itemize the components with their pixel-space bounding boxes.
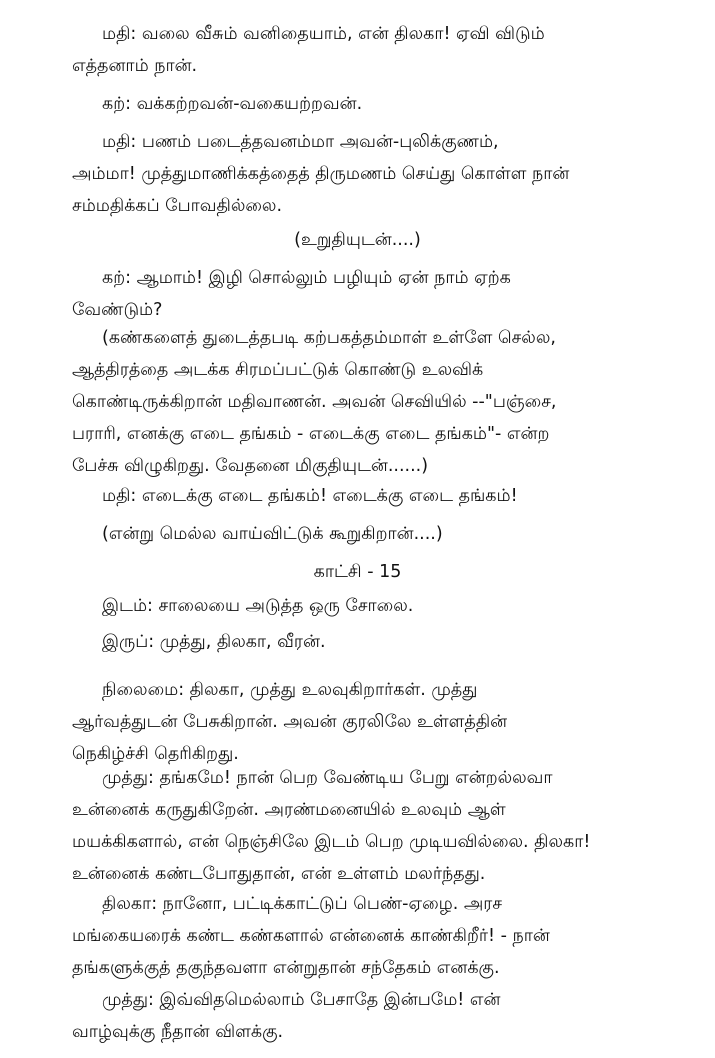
- text-line: மயக்கிகளால், என் நெஞ்சிலே இடம் பெற முடியவில்லை. திலகா!: [72, 832, 591, 852]
- text-line: மதி: எடைக்கு எடை தங்கம்! எடைக்கு எடை தங்கம்!: [102, 486, 518, 506]
- text-line: பேச்சு விழுகிறது. வேதனை மிகுதியுடன்......): [72, 456, 429, 476]
- text-line: ஆத்திரத்தை அடக்க சிரமப்பட்டுக் கொண்டு உலவிக்: [72, 360, 484, 380]
- text-line: பராரி, எனக்கு எடை தங்கம் - எடைக்கு எடை தங்கம்"- என்ற: [72, 424, 550, 444]
- text-line: வேண்டும்?: [72, 300, 163, 320]
- dialogue-mathi-2: [72, 126, 672, 222]
- scene-heading: [0, 556, 715, 588]
- dialogue-thilaka-1: [72, 888, 672, 984]
- text-line: இருப்: முத்து, திலகா, வீரன்.: [102, 632, 326, 652]
- text-line: ஆர்வத்துடன் பேசுகிறான். அவன் குரலிலே உள்ளத்தின்: [72, 712, 508, 732]
- text-line: தங்களுக்குத் தகுந்தவளா என்றுதான் சந்தேகம் எனக்கு.: [72, 958, 500, 978]
- text-line: மதி: வலை வீசும் வனிதையாம், என் திலகா! ஏவி விடும்: [102, 24, 545, 44]
- dialogue-karp-2: [72, 262, 672, 326]
- text-line: சம்மதிக்கப் போவதில்லை.: [72, 196, 283, 216]
- scene-cast: [72, 626, 672, 658]
- text-line: அம்மா! முத்துமாணிக்கத்தைத் திருமணம் செய்து கொள்ள நான்: [72, 164, 570, 184]
- scene-situation: [72, 674, 672, 770]
- text-line: இடம்: சாலையை அடுத்த ஒரு சோலை.: [102, 596, 414, 616]
- text-line: காட்சி - 15: [313, 562, 402, 582]
- text-line: திலகா: நானோ, பட்டிக்காட்டுப் பெண்-ஏழை. அரச: [102, 894, 503, 914]
- text-line: முத்து: இவ்விதமெல்லாம் பேசாதே இன்பமே! என்: [102, 990, 501, 1010]
- scene-place: [72, 590, 672, 622]
- dialogue-mathi-1: [72, 18, 672, 82]
- dialogue-muthu-1: [72, 762, 672, 890]
- text-line: உன்னைக் கண்டபோதுதான், என் உள்ளம் மலர்ந்தது.: [72, 864, 486, 884]
- dialogue-karp-1: [72, 88, 672, 120]
- text-line: கொண்டிருக்கிறான் மதிவாணன். அவன் செவியில் --"பஞ்சை,: [72, 392, 557, 412]
- dialogue-muthu-2: [72, 984, 672, 1048]
- dialogue-mathi-3: [72, 480, 672, 512]
- text-line: மதி: பணம் படைத்தவனம்மா அவன்-புலிக்குணம்,: [102, 132, 499, 152]
- text-line: வாழ்வுக்கு நீதான் விளக்கு.: [72, 1022, 284, 1042]
- text-line: எத்தனாம் நான்.: [72, 56, 198, 76]
- text-line: (என்று மெல்ல வாய்விட்டுக் கூறுகிறான்....): [102, 524, 443, 544]
- text-line: நெகிழ்ச்சி தெரிகிறது.: [72, 744, 239, 764]
- text-line: நிலைமை: திலகா, முத்து உலவுகிறார்கள். முத்து: [102, 680, 478, 700]
- stage-direction-2: [72, 322, 672, 482]
- text-line: கற்: ஆமாம்! இழி சொல்லும் பழியும் ஏன் நாம் ஏற்க: [102, 268, 511, 288]
- stage-direction-3: [72, 518, 672, 550]
- text-line: உன்னைக் கருதுகிறேன். அரண்மனையில் உலவும் ஆள்: [72, 800, 506, 820]
- text-line: கற்: வக்கற்றவன்-வகையற்றவன்.: [102, 94, 363, 114]
- text-line: மங்கையரைக் கண்ட கண்களால் என்னைக் காண்கிறீர்! - நான்: [72, 926, 550, 946]
- text-line: (உறுதியுடன்....): [294, 230, 421, 250]
- text-line: முத்து: தங்கமே! நான் பெற வேண்டிய பேறு என்றல்லவா: [102, 768, 553, 788]
- text-line: (கண்களைத் துடைத்தபடி கற்பகத்தம்மாள் உள்ளே செல்ல,: [102, 328, 556, 348]
- stage-direction-1: [0, 224, 715, 256]
